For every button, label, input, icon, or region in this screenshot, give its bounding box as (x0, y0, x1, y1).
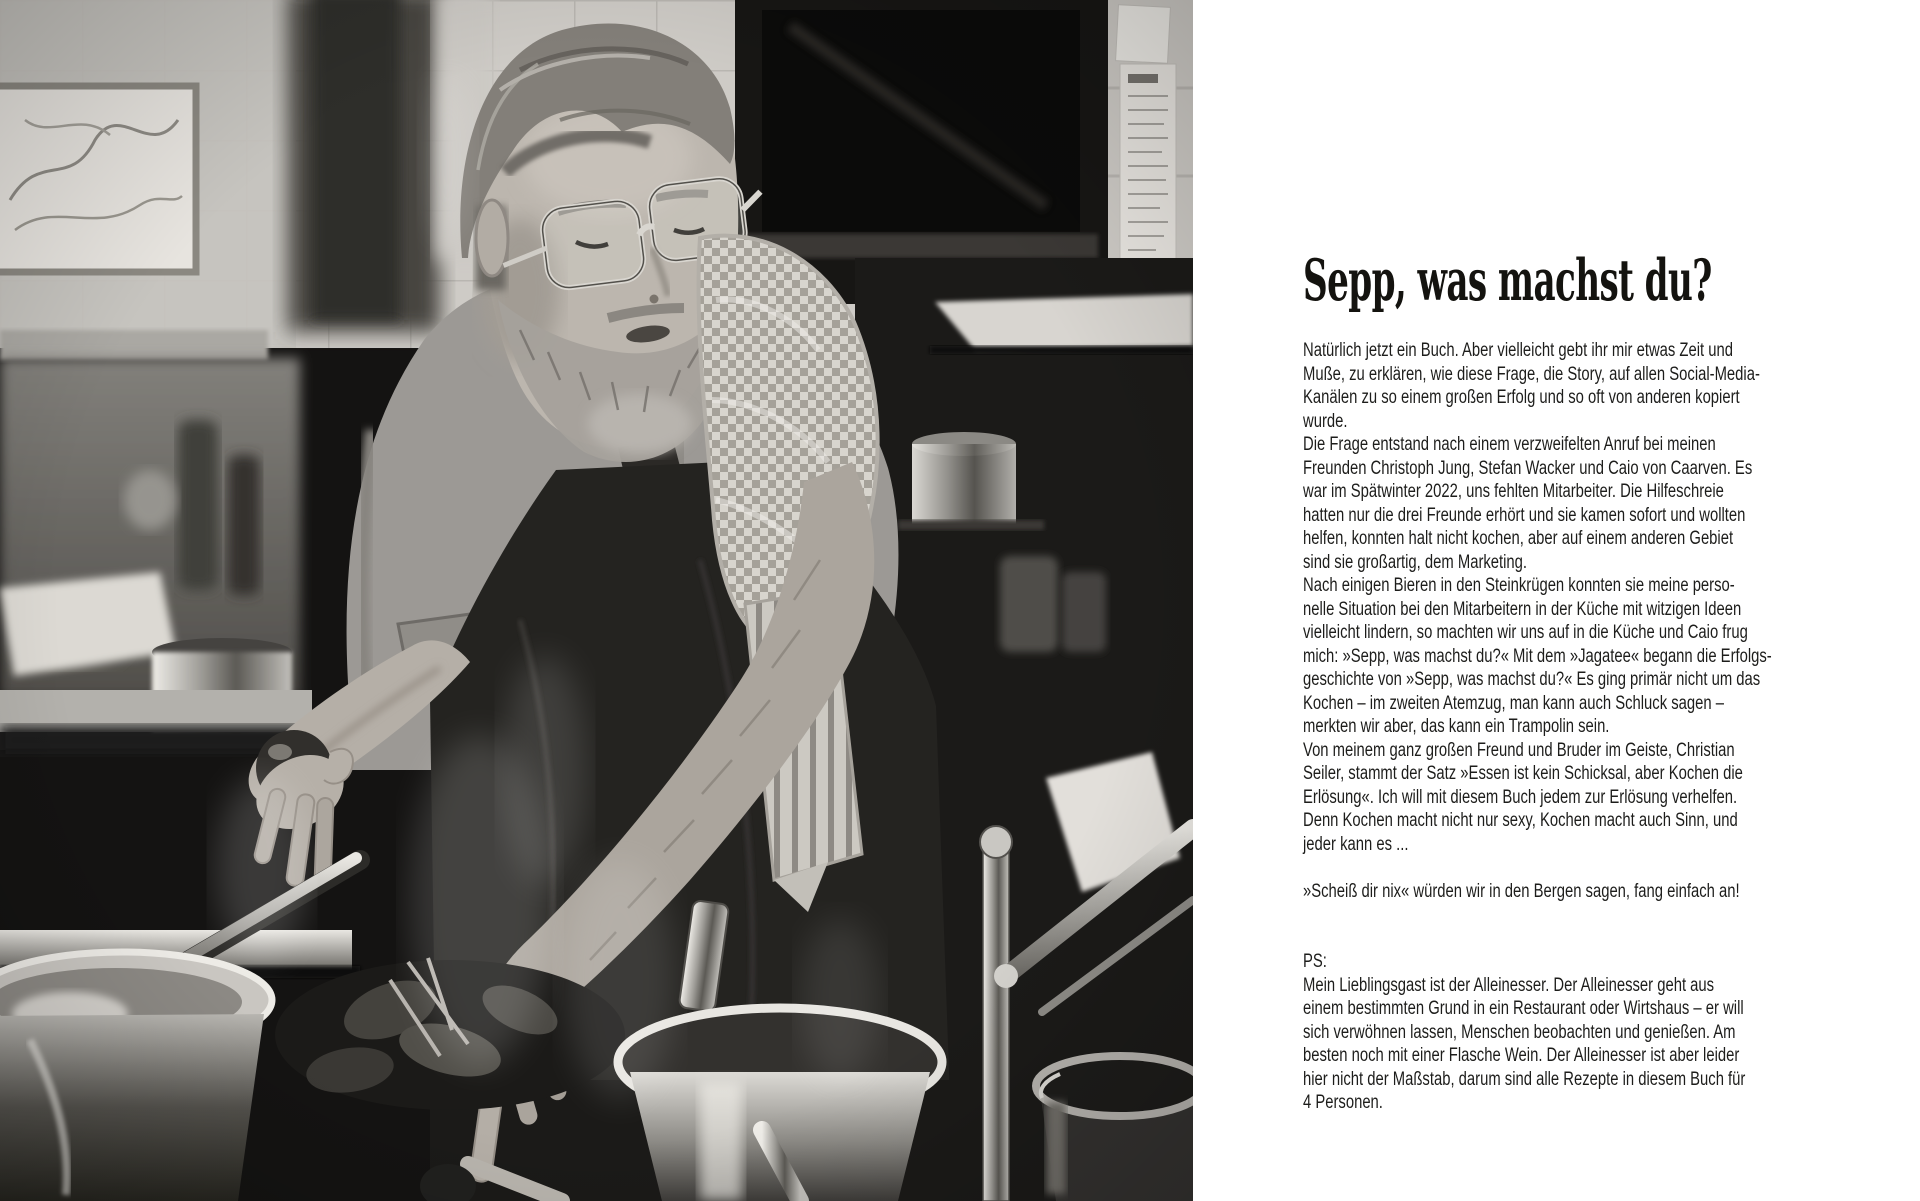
text-line: mich: »Sepp, was machst du?« Mit dem »Jagatee« begann die Erfolgs- (1303, 645, 1772, 667)
text-line: Von meinem ganz großen Freund und Bruder im Geiste, Christian (1303, 739, 1735, 761)
text-line: war im Spätwinter 2022, uns fehlten Mitarbeiter. Die Hilfeschreie (1303, 481, 1724, 502)
text-line: helfen, konnten halt nicht kochen, aber auf einem anderen Gebiet (1303, 528, 1734, 549)
text-line (1303, 903, 1772, 927)
text-line: Kanälen zu so einem großen Erfolg und so oft von anderen kopiert (1303, 387, 1740, 408)
text-line: Seiler, stammt der Satz »Essen ist kein Schicksal, aber Kochen die (1303, 763, 1743, 784)
text-line: 4 Personen. (1303, 1092, 1383, 1113)
text-line: Denn Kochen macht nicht nur sexy, Kochen macht auch Sinn, und (1303, 810, 1738, 831)
text-line: Mein Lieblingsgast ist der Alleinesser. Der Alleinesser geht aus (1303, 974, 1715, 996)
text-line: hatten nur die drei Freunde erhört und sie kamen sofort und wollten (1303, 504, 1746, 526)
text-line: nelle Situation bei den Mitarbeitern in der Küche mit witzigen Ideen (1303, 598, 1742, 620)
text-line: Die Frage entstand nach einem verzweifelten Anruf bei meinen (1303, 434, 1716, 455)
text-line: sind sie großartig, dem Marketing. (1303, 551, 1528, 573)
text-line: »Scheiß dir nix« würden wir in den Bergen sagen, fang einfach an! (1303, 880, 1740, 902)
text-line: sich verwöhnen lassen, Menschen beobachten und genießen. Am (1303, 1021, 1736, 1043)
text-line: Kochen – im zweiten Atemzug, man kann auch Schluck sagen – (1303, 692, 1724, 714)
body-text (1303, 339, 1772, 1115)
text-line: PS: (1303, 951, 1327, 972)
text-line: besten noch mit einer Flasche Wein. Der Alleinesser ist aber leider (1303, 1045, 1740, 1066)
text-line: Muße, zu erklären, wie diese Frage, die Story, auf allen Social-Media- (1303, 363, 1760, 385)
text-line (1303, 927, 1772, 951)
text-line: merkten wir aber, das kann ein Trampolin sein. (1303, 716, 1610, 737)
text-line: Erlösung«. Ich will mit diesem Buch jedem zur Erlösung verhelfen. (1303, 786, 1738, 808)
text-line: geschichte von »Sepp, was machst du?« Es ging primär nicht um das (1303, 669, 1761, 690)
text-line: Freunden Christoph Jung, Stefan Wacker und Caio von Caarven. Es (1303, 457, 1753, 479)
text-line: Nach einigen Bieren in den Steinkrügen konnten sie meine perso- (1303, 575, 1735, 596)
page-title: Sepp, was machst du? (1303, 247, 1712, 314)
text-line: Natürlich jetzt ein Buch. Aber vielleicht gebt ihr mir etwas Zeit und (1303, 340, 1733, 361)
text-line: vielleicht lindern, so machten wir uns auf in die Küche und Caio frug (1303, 622, 1748, 643)
text-line: wurde. (1303, 410, 1348, 432)
text-line: einem bestimmten Grund in ein Restaurant oder Wirtshaus – er will (1303, 998, 1744, 1019)
text-line (1303, 856, 1772, 880)
text-line: jeder kann es ... (1303, 833, 1409, 855)
text-line: hier nicht der Maßstab, darum sind alle Rezepte in diesem Buch für (1303, 1068, 1746, 1090)
